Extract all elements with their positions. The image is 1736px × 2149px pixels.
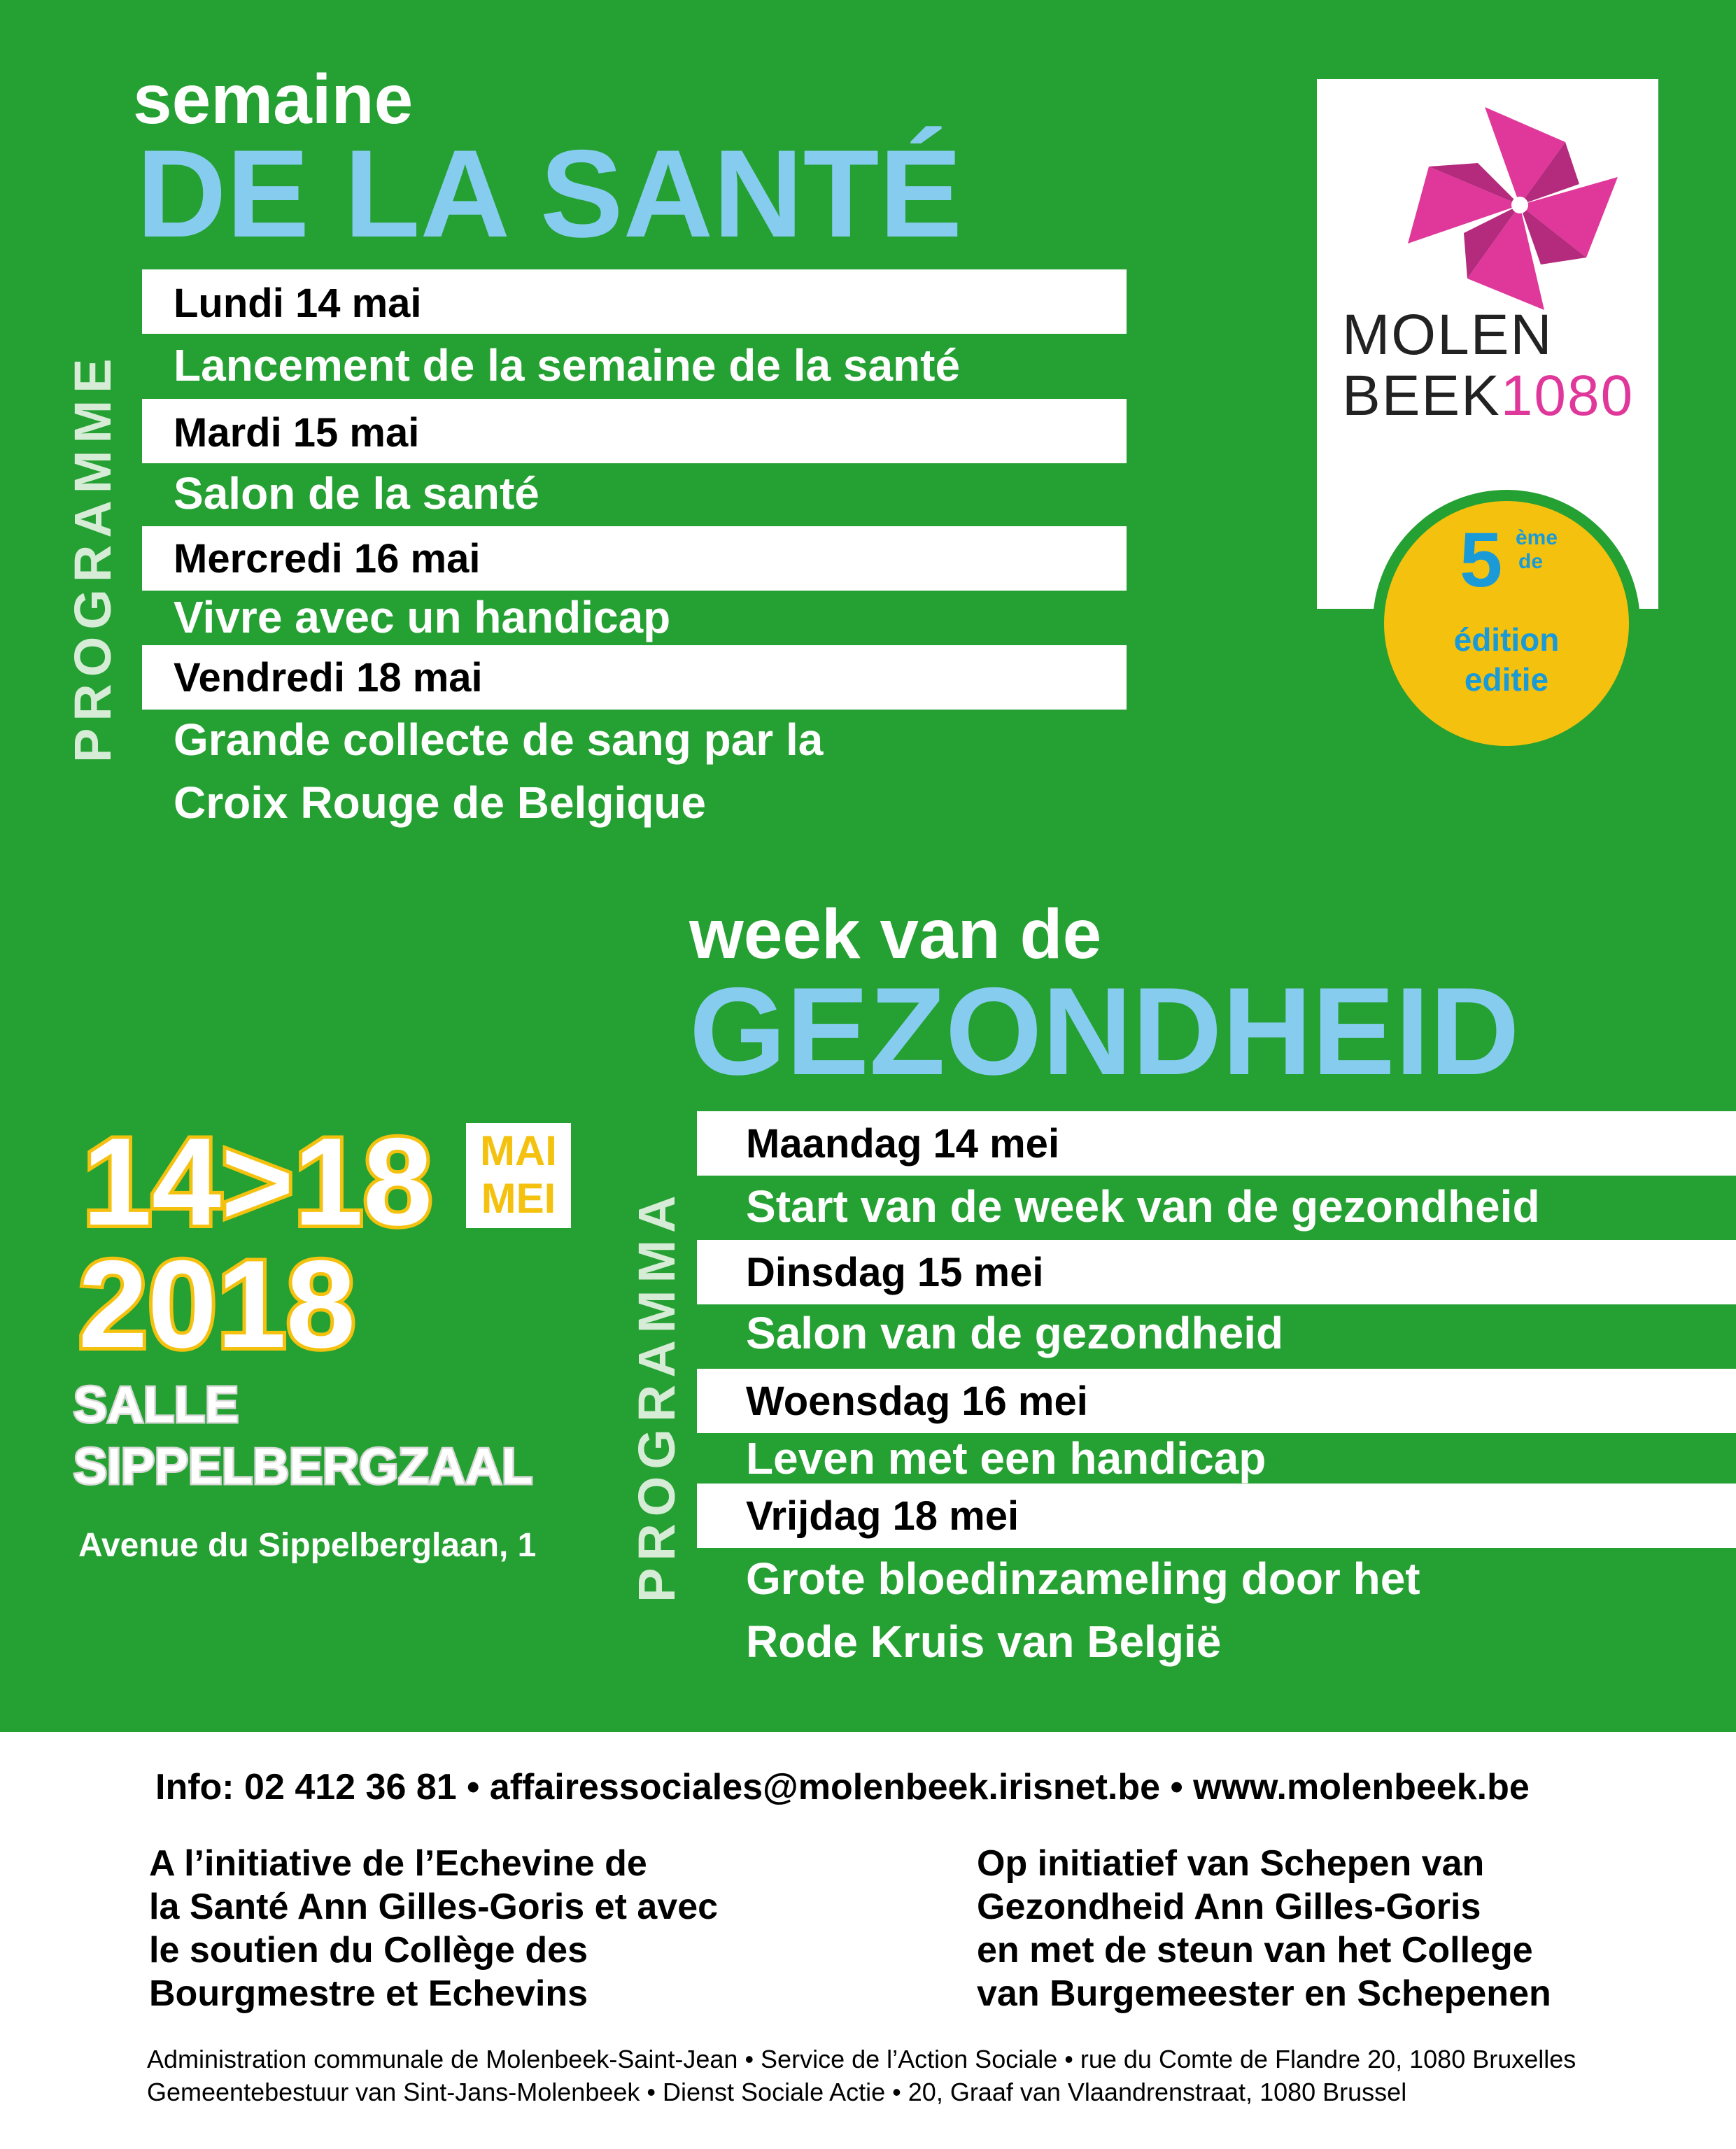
pinwheel-icon [1401,100,1625,317]
fr-event-1: Lancement de la semaine de la santé [174,340,961,390]
nl-initiative: Op initiatief van Schepen van Gezondheid Ann Gilles-Goris en met de steun van het College van Burgemeester en Schepenen [977,1843,1551,2014]
fr-day-4: Vendredi 18 mai [174,655,483,700]
contact-info: Info: 02 412 36 81 • affairessociales@molenbeek.irisnet.be • www.molenbeek.be [155,1767,1530,1808]
fr-title-big: DE LA SANTÉ [136,124,963,263]
fr-title-small: semaine [133,60,414,139]
nl-title-small: week van de [689,895,1102,973]
edition-fr: édition [1453,621,1560,658]
edition-sup-eme: ème [1516,526,1558,549]
date-range: 14>18 [83,1112,432,1251]
edition-sup-de: de [1518,550,1544,573]
fr-event-4a: Grande collecte de sang par la [174,714,824,765]
fr-initiative: A l’initiative de l’Echevine de la Santé Ann Gilles-Goris et avec le soutien du Collège des Bourgmestre et Echevins [149,1843,719,2014]
month-fr: MAI [480,1127,557,1174]
month-box [466,1123,571,1228]
venue-address: Avenue du Sippelberglaan, 1 [78,1527,537,1564]
nl-day-3: Woensdag 16 mei [746,1379,1088,1424]
nl-day-4: Vrijdag 18 mei [746,1493,1019,1539]
venue-line1: SALLE [73,1377,239,1433]
fr-event-2: Salon de la santé [174,468,539,519]
nl-event-4a: Grote bloedinzameling door het [746,1553,1420,1604]
fr-event-4b: Croix Rouge de Belgique [174,777,706,828]
fr-day-1: Lundi 14 mai [174,281,422,326]
fr-programme-label: PROGRAMME [64,351,122,763]
nl-event-3: Leven met een handicap [746,1433,1266,1484]
nl-title-big: GEZONDHEID [689,961,1520,1101]
edition-nl: editie [1464,661,1549,698]
edition-badge [1373,490,1640,757]
nl-event-1: Start van de week van de gezondheid [746,1181,1540,1232]
logo-line1: MOLEN [1342,303,1553,367]
logo-line2: BEEK1080 [1342,364,1635,428]
admin-fr: Administration communale de Molenbeek-Saint-Jean • Service de l’Action Sociale • rue du Comte de Flandre 20, 1080 Bruxelles [147,2045,1576,2073]
month-nl: MEI [481,1175,556,1222]
fr-event-3: Vivre avec un handicap [174,592,671,642]
nl-programma-label: PROGRAMMA [628,1188,686,1602]
admin-nl: Gemeentebestuur van Sint-Jans-Molenbeek • Dienst Sociale Actie • 20, Graaf van Vlaandrenstraat, 1080 Brussel [147,2078,1407,2106]
date-year: 2018 [78,1234,355,1374]
nl-event-2: Salon van de gezondheid [746,1308,1284,1358]
fr-day-2: Mardi 15 mai [174,410,420,456]
fr-day-3: Mercredi 16 mai [174,536,481,582]
edition-number: 5 [1460,517,1503,603]
nl-day-2: Dinsdag 15 mei [746,1250,1044,1295]
venue-line2: SIPPELBERGZAAL [73,1439,533,1495]
nl-day-1: Maandag 14 mei [746,1121,1060,1167]
nl-event-4b: Rode Kruis van België [746,1616,1222,1667]
